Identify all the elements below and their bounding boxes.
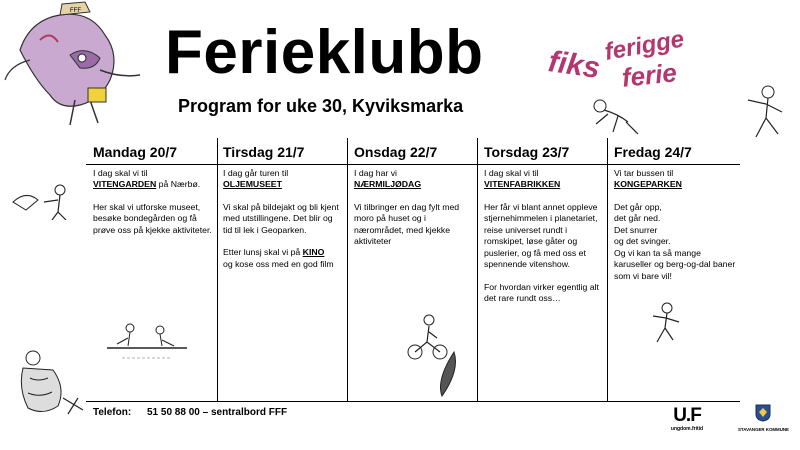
- fiks-logo-word: fiks: [546, 45, 603, 85]
- day-column-wednesday: [354, 168, 472, 259]
- page-subtitle: Program for uke 30, Kyviksmarka: [178, 96, 464, 116]
- rowing-figures-icon: [102, 318, 192, 366]
- poem-line: Det går opp,: [614, 201, 662, 212]
- svg-text:FFF: FFF: [70, 8, 81, 14]
- uf-mark: U.F: [673, 405, 701, 426]
- stavanger-kommune-logo: [738, 404, 788, 432]
- intro-text: I dag skal vi til: [484, 168, 539, 178]
- poem-line: og det svinger.: [614, 236, 671, 247]
- column-divider: [347, 138, 348, 401]
- cinema-highlight: KINO: [302, 247, 325, 258]
- destination-highlight: OLJEMUSEET: [223, 179, 282, 190]
- adventure-figures-icon: [8, 348, 88, 418]
- day-intro: [223, 168, 343, 191]
- intro-text: I dag går turen til: [223, 168, 289, 178]
- ungdom-fritid-logo: [665, 406, 709, 432]
- stavanger-crest-icon: [755, 404, 771, 422]
- day-intro: [614, 168, 738, 191]
- day-heading-friday: Fredag 24/7: [614, 144, 692, 160]
- ferigge-logo-word: ferigge: [602, 25, 687, 66]
- phone-label: Telefon:: [93, 407, 132, 418]
- day-heading-tuesday: Tirsdag 21/7: [223, 144, 305, 160]
- ferie-logo-word: ferie: [620, 57, 679, 93]
- destination-highlight: VITENFABRIKKEN: [484, 179, 561, 190]
- character-illustration-icon: [0, 0, 160, 130]
- day-heading-monday: Mandag 20/7: [93, 144, 178, 160]
- day-heading-thursday: Torsdag 23/7: [484, 144, 570, 160]
- day-intro: [354, 168, 472, 191]
- day-intro: [484, 168, 604, 191]
- day-heading-wednesday: Onsdag 22/7: [354, 144, 438, 160]
- poem-line: Og vi kan ta så mange karuseller og berg-og-dal baner som vi bare vil!: [614, 247, 736, 281]
- extra-suffix: og kose oss med en god film: [223, 258, 334, 269]
- header-divider: [86, 164, 740, 165]
- dancing-figure-icon: [738, 82, 788, 142]
- day-column-thursday: [484, 168, 604, 316]
- intro-text: I dag skal vi til: [93, 168, 148, 178]
- day-column-tuesday: [223, 168, 343, 281]
- footer-divider: [86, 401, 740, 402]
- poem-line: det går ned.: [614, 213, 661, 224]
- day-description: Vi tilbringer en dag fylt med moro på huset og i nærområdet, med kjekke aktiviteter: [354, 201, 460, 247]
- stavanger-logo-text: STAVANGER KOMMUNE: [738, 427, 789, 432]
- intro-text: I dag har vi: [354, 168, 397, 178]
- page-title: Ferieklubb: [165, 18, 484, 87]
- day-poem: [614, 202, 738, 282]
- feather-icon: [432, 350, 462, 398]
- stick-figure-icon: [645, 300, 685, 345]
- day-description: Her får vi blant annet oppleve stjernehimmelen i planetariet, reise universet rundt i romskipet, løse gåter og puslerier, og få med oss et spennende vitenshow.: [484, 201, 598, 270]
- destination-highlight: KONGEPARKEN: [614, 179, 682, 190]
- destination-highlight: NÆRMILJØDAG: [354, 179, 422, 190]
- poem-line: Det snurrer: [614, 224, 658, 235]
- column-divider: [477, 138, 478, 401]
- fiks-ferigge-ferie-logo: [540, 22, 700, 97]
- day-intro: [93, 168, 213, 191]
- uf-logo-text: ungdom.fritid: [670, 426, 704, 432]
- phone-number: 51 50 88 00 – sentralbord FFF: [147, 407, 288, 418]
- destination-highlight: VITENGARDEN: [93, 179, 157, 190]
- day-extra: [223, 247, 343, 270]
- column-divider: [217, 138, 218, 401]
- reading-figure-icon: [8, 180, 78, 220]
- running-figure-icon: [588, 92, 648, 142]
- day-column-monday: [93, 168, 213, 247]
- day-extra: For hvordan virker egentlig alt det rare rundt oss…: [484, 281, 599, 304]
- day-column-friday: [614, 168, 738, 282]
- day-description: Her skal vi utforske museet, besøke bondegården og få prøve oss på kjekke aktiviteter.: [93, 201, 212, 235]
- day-description: Vi skal på bildejakt og bli kjent med utstillingene. Det blir og tid til lek i Geoparken.: [223, 201, 339, 235]
- intro-text: Vi tar bussen til: [614, 168, 674, 178]
- column-divider: [607, 138, 608, 401]
- extra-text: Etter lunsj skal vi på: [223, 247, 303, 258]
- intro-suffix: på Nærbø.: [156, 179, 201, 190]
